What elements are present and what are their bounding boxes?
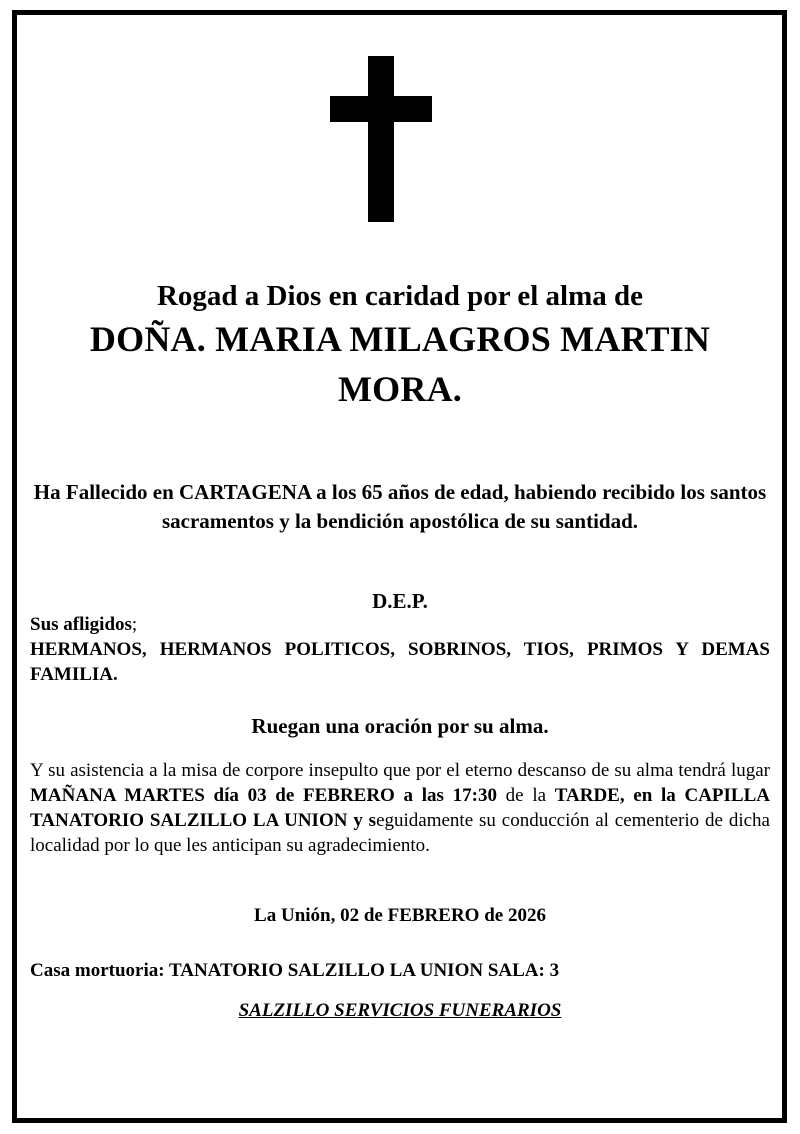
family-list: HERMANOS, HERMANOS POLITICOS, SOBRINOS, TIOS, PRIMOS Y DEMAS FAMILIA. <box>30 639 770 685</box>
cross-horizontal-bar <box>330 96 432 122</box>
deceased-name-line1: DOÑA. MARIA MILAGROS MARTIN <box>89 319 711 359</box>
mass-details <box>30 758 770 858</box>
afligidos-label-text: Sus afligidos <box>30 614 132 635</box>
mass-date-time: MAÑANA MARTES día 03 de FEBRERO a las 17:30 <box>30 785 497 806</box>
death-statement: Ha Fallecido en CARTAGENA a los 65 años de edad, habiendo recibido los santos sacramentos y la bendición apostólica de su santidad. <box>33 480 767 533</box>
notice-date: La Unión, 02 de FEBRERO de 2026 <box>254 905 546 926</box>
prayer-request: Ruegan una oración por su alma. <box>251 714 549 738</box>
intro-text: Rogad a Dios en caridad por el alma de <box>156 280 644 312</box>
mass-text-2: de la <box>496 785 555 806</box>
afligidos-label-punct: ; <box>131 614 138 635</box>
mass-location: TARDE, en la CAPILLA TANATORIO SALZILLO LA UNION y s <box>30 785 770 831</box>
deceased-name <box>30 314 770 414</box>
dep-label: D.E.P. <box>372 589 428 613</box>
funeral-home: Casa mortuoria: TANATORIO SALZILLO LA UNION SALA: 3 <box>30 960 560 981</box>
afligidos-label <box>30 612 770 637</box>
deceased-name-line2: MORA. <box>338 369 462 409</box>
cross-icon <box>330 56 432 222</box>
cross-vertical-bar <box>368 56 394 222</box>
funeral-services-signature: SALZILLO SERVICIOS FUNERARIOS <box>238 1000 562 1021</box>
mass-text-1: Y su asistencia a la misa de corpore insepulto que por el eterno descanso de su alma tendrá lugar <box>30 760 770 781</box>
mass-text-3: eguidamente su conducción al cementerio de dicha localidad por lo que les anticipan su agradecimiento. <box>30 810 770 856</box>
